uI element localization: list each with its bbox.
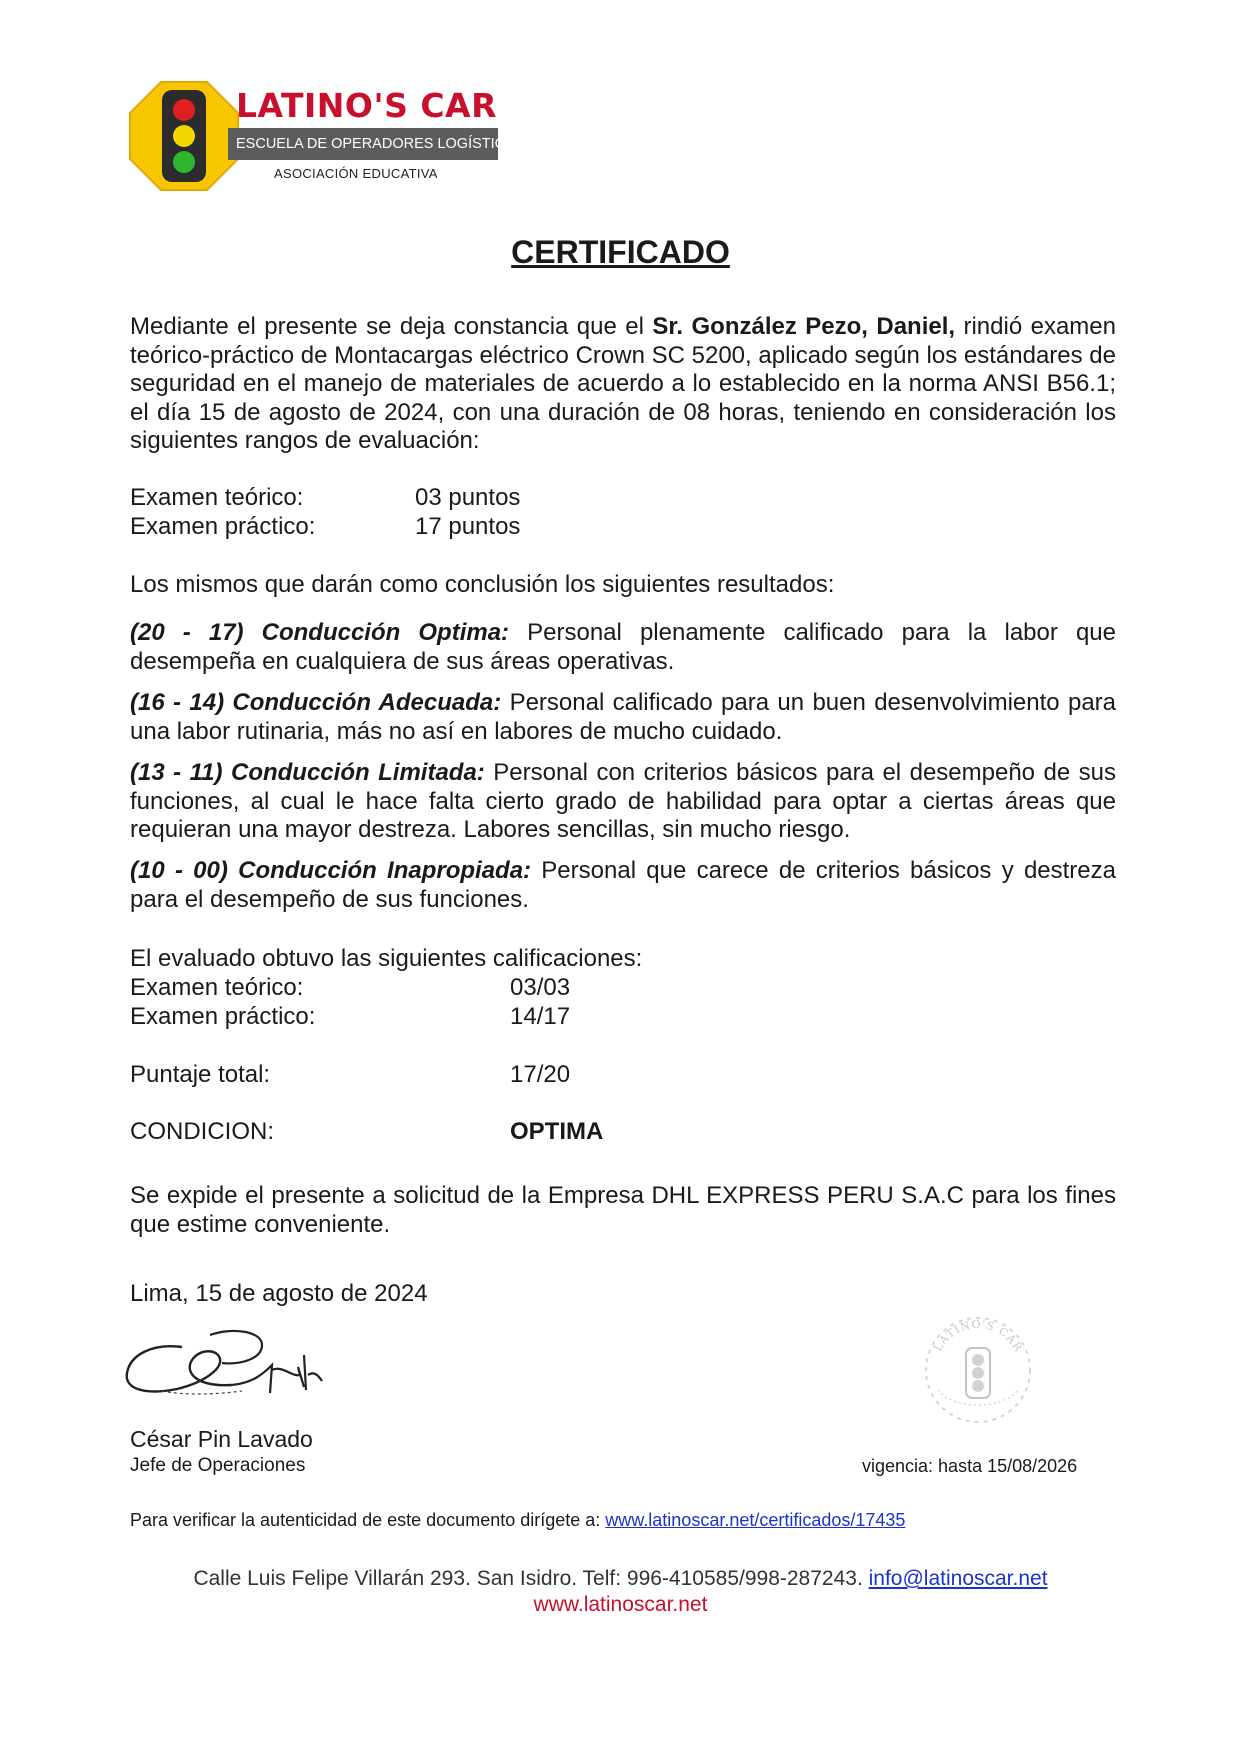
candidate-name: Sr. González Pezo, Daniel, — [652, 313, 956, 340]
company-seal — [918, 1310, 1038, 1430]
criterion-heading: (16 - 14) Conducción Adecuada: — [130, 689, 502, 716]
intro-text-start: Mediante el presente se deja constancia que el — [130, 313, 653, 340]
logo-brand-name: LATINO'S CAR — [236, 86, 497, 125]
criterion-text: Personal plenamente calificado para la labor que desempeña en cualquiera de sus áreas operativas. — [130, 619, 1116, 675]
place-date: Lima, 15 de agosto de 2024 — [130, 1280, 428, 1307]
condition-value: OPTIMA — [510, 1118, 604, 1145]
result-value-theory: 03/03 — [510, 974, 571, 1001]
criterion-text: Personal que carece de criterios básicos y destreza para el desempeño de sus funciones. — [130, 857, 1116, 913]
verification-link[interactable]: www.latinoscar.net/certificados/17435 — [605, 1510, 906, 1530]
criterion-adecuada — [130, 689, 1116, 746]
result-label-practice: Examen práctico: — [130, 1003, 316, 1030]
seal-text: LATINO'S CAR — [931, 1317, 1026, 1355]
range-value-practice: 17 puntos — [415, 513, 521, 540]
intro-paragraph — [130, 313, 1116, 456]
footer-email-link[interactable]: info@latinoscar.net — [868, 1567, 1048, 1590]
issued-for-paragraph: Se expide el presente a solicitud de la Empresa DHL EXPRESS PERU S.A.C para los fines que estime conveniente. — [130, 1182, 1116, 1238]
criterion-heading: (10 - 00) Conducción Inapropiada: — [130, 857, 532, 884]
range-label-theory: Examen teórico: — [130, 484, 304, 511]
criterion-text: Personal con criterios básicos para el desempeño de sus funciones, al cual le hace falta cierto grado de habilidad para optar a ciertas áreas que requieran una mayor destreza. Labores sencillas, sin mucho riesgo. — [130, 759, 1117, 843]
validity: vigencia: hasta 15/08/2026 — [862, 1456, 1078, 1476]
criterion-limitada — [130, 759, 1116, 845]
criterion-inapropiada — [130, 857, 1116, 914]
footer-website[interactable]: www.latinoscar.net — [533, 1593, 708, 1616]
total-value: 17/20 — [510, 1061, 571, 1088]
verification-line — [130, 1510, 905, 1531]
logo-tagline: ESCUELA DE OPERADORES LOGÍSTICOS — [228, 128, 498, 160]
result-label-theory: Examen teórico: — [130, 974, 304, 1001]
footer-address: Calle Luis Felipe Villarán 293. San Isidro. Telf: 996-410585/998-287243. — [193, 1567, 869, 1590]
traffic-light-icon — [128, 80, 240, 192]
footer-contact — [0, 1566, 1241, 1592]
signer-name: César Pin Lavado — [130, 1426, 313, 1452]
intro-text-end: rindió examen teórico-práctico de Montacargas eléctrico Crown SC 5200, aplicado según los estándares de seguridad en el manejo de materiales de acuerdo a lo establecido en la norma ANSI B56.1; el día 15 de agosto de 2024, con una duración de 08 horas, teniendo en consideración los siguientes rangos de evaluación: — [130, 313, 1116, 454]
range-value-theory: 03 puntos — [415, 484, 521, 511]
criterion-text: Personal calificado para un buen desenvolvimiento para una labor rutinaria, más no así en labores de mucho cuidado. — [130, 689, 1117, 745]
results-intro: El evaluado obtuvo las siguientes calificaciones: — [130, 945, 643, 972]
criterion-optima — [130, 619, 1116, 676]
criterion-heading: (20 - 17) Conducción Optima: — [130, 619, 510, 646]
result-value-practice: 14/17 — [510, 1003, 571, 1030]
signer-role: Jefe de Operaciones — [130, 1455, 306, 1476]
total-label: Puntaje total: — [130, 1061, 271, 1088]
logo-association: ASOCIACIÓN EDUCATIVA — [274, 166, 438, 181]
condition-label: CONDICION: — [130, 1118, 274, 1145]
company-logo — [128, 80, 527, 192]
document-title: CERTIFICADO — [511, 234, 730, 270]
conclusion-intro: Los mismos que darán como conclusión los siguientes resultados: — [130, 571, 835, 598]
verification-text: Para verificar la autenticidad de este documento dirígete a: — [130, 1510, 606, 1530]
criterion-heading: (13 - 11) Conducción Limitada: — [130, 759, 485, 786]
range-label-practice: Examen práctico: — [130, 513, 316, 540]
footer — [0, 1566, 1241, 1618]
signature — [122, 1315, 342, 1430]
